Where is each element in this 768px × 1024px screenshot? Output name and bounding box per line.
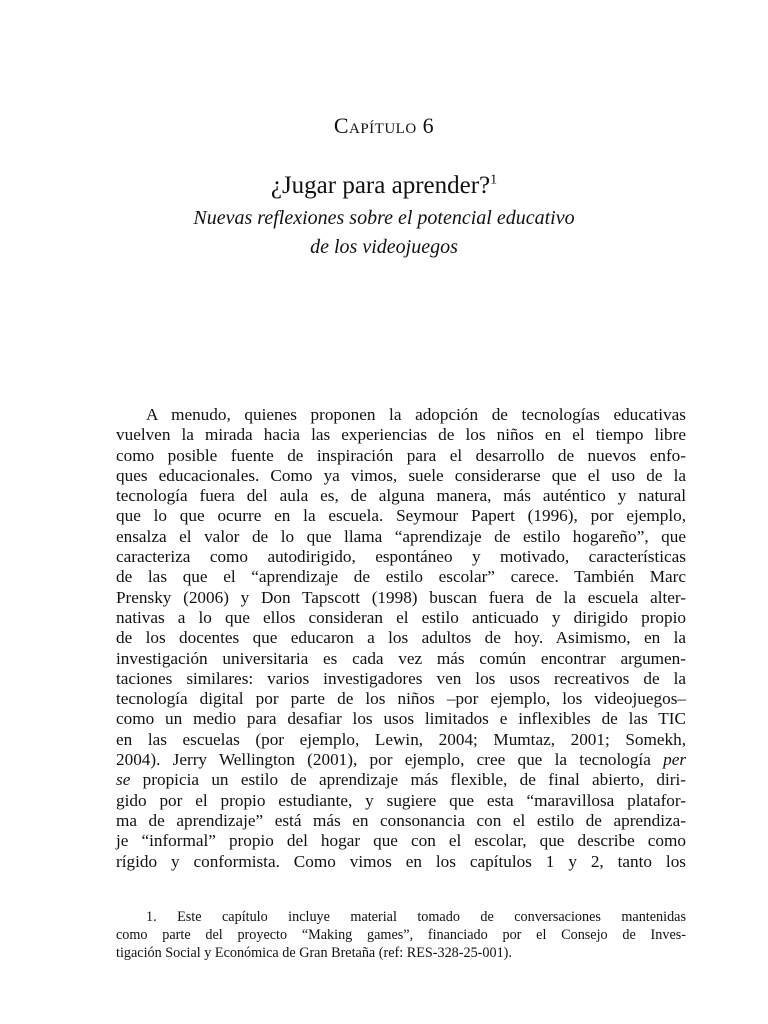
body-line-5: tecnología fuera del aula es, de alguna manera, más auténtico y natural (116, 486, 686, 506)
chapter-label (0, 113, 768, 139)
body-line-20: gido por el propio estudiante, y sugiere que esta “maravillosa platafor- (116, 790, 686, 810)
body-line-16: como un medio para desafiar los usos limitados e inflexibles de las TIC (116, 709, 686, 729)
chapter-label-text: Capítulo 6 (333, 113, 435, 138)
body-line-17: en las escuelas (por ejemplo, Lewin, 2004; Mumtaz, 2001; Somekh, (116, 729, 686, 749)
body-paragraph (116, 405, 686, 872)
footnote-line-3: tigación Social y Económica de Gran Bretaña (ref: RES-328-25-001). (116, 945, 512, 961)
body-line-18-text: 2004). Jerry Wellington (2001), por ejemplo, cree que la tecnología (116, 750, 651, 770)
body-line-22: je “informal” propio del hogar que con el escolar, que describe como (116, 831, 686, 851)
subtitle-line-2: de los videojuegos (310, 236, 458, 258)
body-line-11: nativas a lo que ellos consideran el estilo anticuado y dirigido propio (116, 607, 686, 627)
footnote-line-2: como parte del proyecto “Making games”, financiado por el Consejo de Inves- (116, 927, 686, 943)
footnote (116, 908, 686, 962)
body-line-10: Prensky (2006) y Don Tapscott (1998) buscan fuera de la escuela alter- (116, 587, 686, 607)
italic-se: se (116, 770, 131, 790)
body-line-7: ensalza el valor de lo que llama “aprendizaje de estilo hogareño”, que (116, 526, 686, 546)
title-footnote-marker: 1 (490, 172, 498, 188)
body-line-18 (116, 750, 686, 770)
body-line-19 (116, 770, 686, 790)
body-line-15: tecnología digital por parte de los niños –por ejemplo, los videojuegos– (116, 689, 686, 709)
body-line-14: taciones similares: varios investigadores ven los usos recreativos de la (116, 668, 686, 688)
body-line-2: vuelven la mirada hacia las experiencias de los niños en el tiempo libre (116, 425, 686, 445)
body-line-1: A menudo, quienes proponen la adopción de tecnologías educativas (146, 405, 686, 424)
body-line-6: que lo que ocurre en la escuela. Seymour Papert (1996), por ejemplo, (116, 506, 686, 526)
body-line-12: de los docentes que educaron a los adultos de hoy. Asimismo, en la (116, 628, 686, 648)
chapter-title (0, 172, 768, 200)
body-line-8: caracteriza como autodirigido, espontáneo y motivado, características (116, 547, 686, 567)
body-line-23: rígido y conformista. Como vimos en los capítulos 1 y 2, tanto los (116, 851, 686, 871)
chapter-title-text: ¿Jugar para aprender? (270, 172, 491, 199)
body-line-3: como posible fuente de inspiración para el desarrollo de nuevos enfo- (116, 445, 686, 465)
subtitle-line-1: Nuevas reflexiones sobre el potencial educativo (193, 207, 575, 229)
footnote-line-1: 1. Este capítulo incluye material tomado de conversaciones mantenidas (146, 909, 686, 925)
body-line-4: ques educacionales. Como ya vimos, suele considerarse que el uso de la (116, 465, 686, 485)
body-line-9: de las que el “aprendizaje de estilo escolar” carece. También Marc (116, 567, 686, 587)
chapter-subtitle (0, 204, 768, 262)
body-line-13: investigación universitaria es cada vez más común encontrar argumen- (116, 648, 686, 668)
body-line-19-text: propicia un estilo de aprendizaje más flexible, de final abierto, diri- (142, 770, 686, 790)
italic-per: per (663, 750, 687, 770)
body-line-21: ma de aprendizaje” está más en consonancia con el estilo de aprendiza- (116, 810, 686, 830)
